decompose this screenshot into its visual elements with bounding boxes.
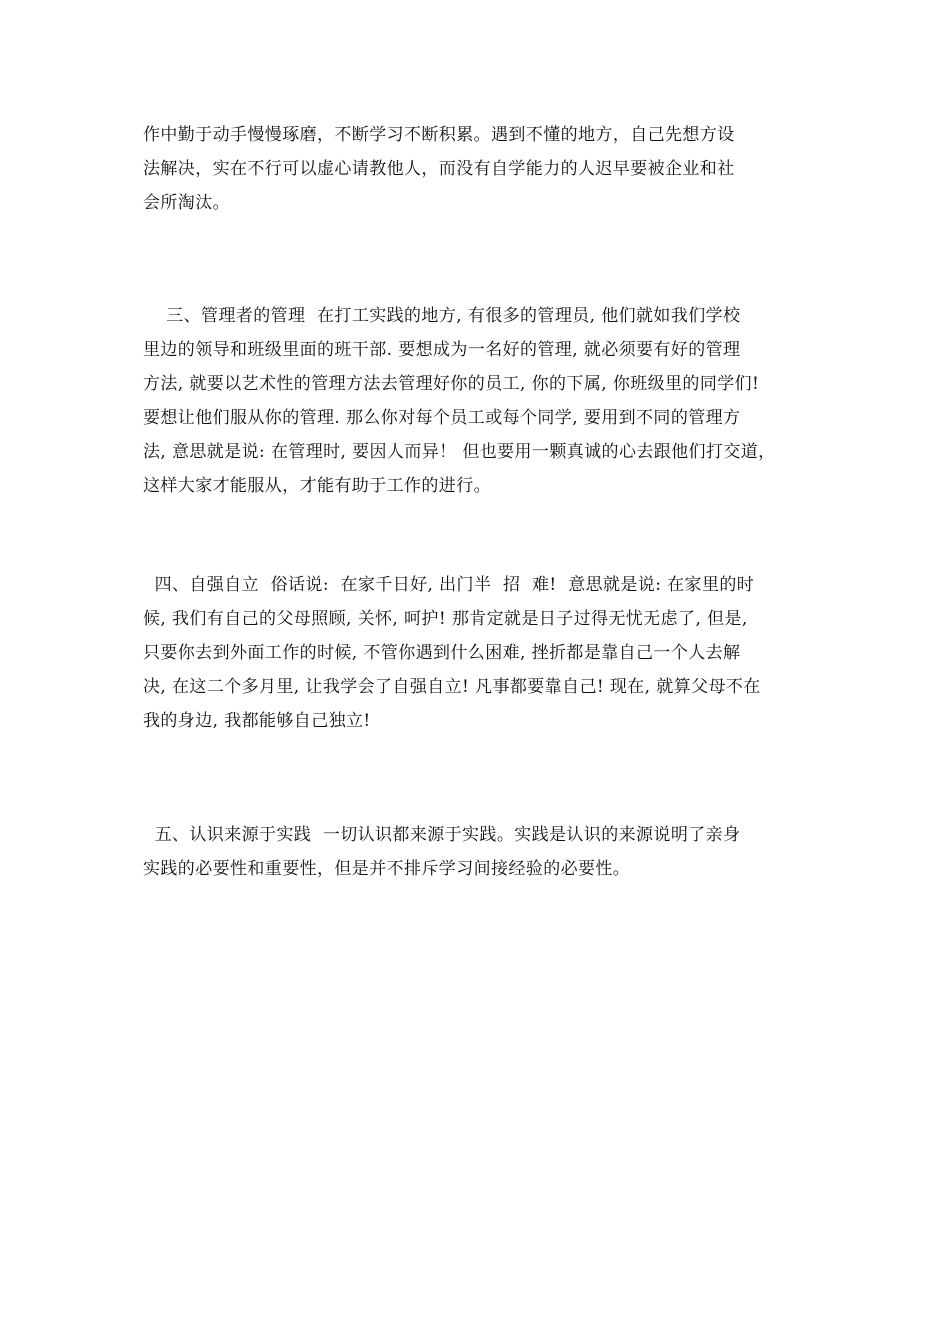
paragraph-knowledge-from-practice [143,818,823,886]
paragraph-management [143,299,823,503]
text-line: 三、管理者的管理 在打工实践的地方, 有很多的管理员, 他们就如我们学校 [143,306,741,326]
text-line: 会所淘汰。 [143,193,230,213]
text-line: 候, 我们有自己的父母照顾, 关怀, 呵护! 那肯定就是日子过得无忧无虑了, 但是, [143,609,748,629]
text-line: 法, 意思就是说: 在管理时, 要因人而异！ 但也要用一颗真诚的心去跟他们打交道， [143,442,776,462]
text-line: 实践的必要性和重要性，但是并不排斥学习间接经验的必要性。 [143,859,631,879]
text-line: 我的身边, 我都能够自己独立! [143,711,371,731]
text-line: 只要你去到外面工作的时候, 不管你遇到什么困难, 挫折都是靠自己一个人去解 [143,643,741,663]
text-line: 要想让他们服从你的管理. 那么你对每个员工或每个同学, 要用到不同的管理方 [143,408,741,428]
text-line: 作中勤于动手慢慢琢磨，不断学习不断积累。遇到不懂的地方，自己先想方设 [143,125,735,145]
text-line: 五、认识来源于实践 一切认识都来源于实践。实践是认识的来源说明了亲身 [143,825,741,845]
text-line: 这样大家才能服从，才能有助于工作的进行。 [143,476,491,496]
text-line: 四、自强自立 俗话说: 在家千日好, 出门半 招 难! 意思就是说: 在家里的时 [143,575,755,595]
text-line: 里边的领导和班级里面的班干部. 要想成为一名好的管理, 就必须要有好的管理 [143,340,741,360]
text-line: 决, 在这二个多月里, 让我学会了自强自立! 凡事都要靠自己! 现在, 就算父母不在 [143,677,761,697]
paragraph-self-learning-continued [143,118,823,220]
text-line: 方法, 就要以艺术性的管理方法去管理好你的员工, 你的下属, 你班级里的同学们! [143,374,760,394]
text-line: 法解决，实在不行可以虚心请教他人，而没有自学能力的人迟早要被企业和社 [143,159,735,179]
paragraph-self-reliance [143,568,823,738]
